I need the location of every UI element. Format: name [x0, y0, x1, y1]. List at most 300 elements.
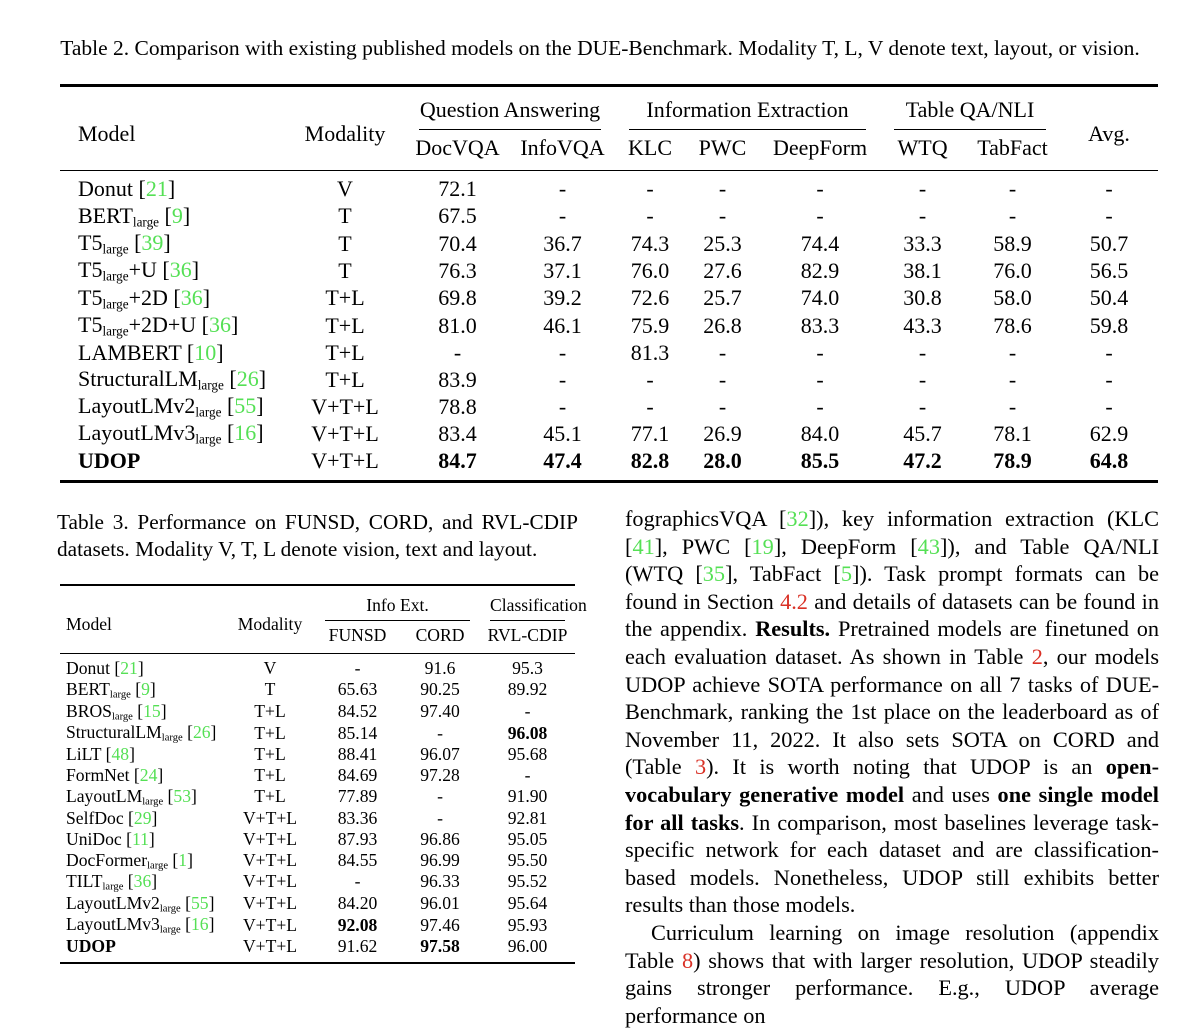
citation-ref[interactable]: 26: [192, 722, 211, 743]
col-header-funsd: FUNSD: [328, 625, 387, 645]
model-name: SelfDoc: [66, 807, 124, 828]
value-cell: 88.41: [337, 743, 378, 764]
value-cell: -: [354, 871, 361, 892]
value-cell: 95.52: [507, 871, 548, 892]
value-cell: 64.8: [1089, 448, 1129, 474]
model-cell: $TILT_{large}$ [36]: [66, 871, 158, 893]
value-cell: 89.92: [507, 679, 548, 700]
value-cell: 96.33: [420, 871, 460, 892]
citation-ref[interactable]: 21: [145, 176, 168, 202]
table-row: [60, 312, 1158, 339]
modality-cell: V+T+L: [311, 421, 379, 447]
modality-cell: T+L: [254, 722, 286, 743]
value-cell: 45.7: [903, 421, 942, 447]
table-row: [60, 871, 575, 893]
model-cell: $T5_{large}+2D$ [36]: [78, 284, 211, 311]
col-header-avg: Avg.: [1088, 120, 1130, 146]
model-name: $BROS_{large}$: [66, 700, 133, 723]
modality-cell: V+T+L: [242, 807, 298, 828]
value-cell: 78.8: [438, 393, 477, 419]
value-cell: 78.9: [993, 448, 1032, 474]
citation-ref[interactable]: 9: [141, 679, 150, 699]
value-cell: 59.8: [1089, 312, 1129, 338]
value-cell: 50.7: [1089, 230, 1129, 256]
value-cell: 76.3: [438, 257, 477, 283]
value-cell: 43.3: [903, 312, 942, 338]
model-name: $BERT_{large}$: [66, 679, 131, 701]
modality-cell: V+T+L: [242, 871, 298, 892]
model-cell: $LayoutLMv3_{large}$ [16]: [66, 914, 215, 936]
text-run: ], TabFact [: [725, 561, 841, 587]
value-cell: -: [1008, 176, 1017, 202]
citation-ref[interactable]: 5: [840, 561, 853, 587]
col-header-model: Model: [66, 613, 112, 634]
value-cell: -: [718, 339, 727, 365]
value-cell: 25.3: [703, 230, 742, 256]
model-cell: $T5_{large}+U$ [36]: [78, 257, 200, 284]
model-cell: $BERT_{large}$ [9]: [78, 202, 191, 229]
citation-ref[interactable]: 19: [751, 533, 774, 559]
value-cell: 25.7: [703, 285, 742, 311]
model-name: LiLT: [66, 743, 102, 764]
value-cell: -: [816, 366, 824, 392]
value-cell: 95.3: [512, 658, 543, 678]
value-cell: -: [437, 722, 443, 743]
modality-cell: V+T+L: [242, 936, 298, 956]
value-cell: -: [718, 203, 727, 229]
value-cell: 78.1: [993, 421, 1032, 447]
model-name: FormNet: [66, 764, 130, 785]
model-cell: StructuralLM$_{large}$ [26]: [78, 365, 267, 393]
modality-cell: V+T+L: [242, 828, 298, 849]
model-size-subscript: large: [195, 431, 222, 447]
text-run: , our models UDOP achieve SOTA performance on all 7 tasks of DUE-Benchmark, ranking the 1st place on the leaderboard as of November 11, 2022. It also sets SOTA on CORD and (Table: [625, 643, 1159, 780]
table-row: [60, 420, 1158, 447]
value-cell: 85.14: [337, 722, 378, 743]
value-cell: -: [646, 366, 654, 392]
value-cell: 95.05: [507, 828, 548, 849]
citation-ref[interactable]: 43: [917, 533, 940, 559]
value-cell: -: [1008, 339, 1017, 365]
value-cell: -: [1105, 366, 1113, 392]
modality-cell: T+L: [254, 786, 286, 807]
value-cell: 95.64: [507, 893, 548, 914]
model-cell: [60, 936, 225, 963]
col-header-pwc: PWC: [698, 135, 747, 160]
value-cell: 70.4: [438, 230, 477, 256]
citation-ref[interactable]: 15: [143, 700, 161, 721]
value-cell: -: [437, 807, 443, 828]
value-cell: -: [1008, 393, 1017, 419]
modality-cell: V+T+L: [242, 893, 298, 914]
value-cell: 92.08: [337, 914, 378, 935]
text-run: ) shows that with larger resolution, UDOP steadily gains stronger performance. E.g., UDOP average performance on: [625, 947, 1159, 1028]
table2-caption: Table 2. Comparison with existing published models on the DUE-Benchmark. Modality T, L, V denote text, layout, or vision.: [60, 36, 1140, 60]
model-cell: LAMBERT [10]: [78, 339, 224, 365]
paragraph: [625, 919, 1159, 1029]
citation-ref[interactable]: 24: [139, 764, 158, 785]
table-row: [60, 654, 575, 680]
modality-cell: V+T+L: [242, 914, 298, 935]
value-cell: 85.5: [800, 448, 840, 474]
value-cell: 96.07: [420, 743, 460, 764]
model-name: $LayoutLMv3_{large}$: [66, 914, 181, 936]
col-header-cord: CORD: [415, 625, 465, 645]
model-size-subscript: large: [161, 732, 183, 744]
model-name: Donut: [78, 176, 133, 202]
citation-ref[interactable]: 36: [169, 257, 192, 283]
model-cell: $LayoutLMv2_{large}$ [55]: [66, 892, 215, 915]
modality-cell: T+L: [254, 700, 286, 721]
table-row: [60, 257, 1158, 284]
col-header-rvl-cdip: RVL-CDIP: [487, 625, 568, 645]
modality-cell: T: [338, 230, 352, 256]
col-header-tabfact: TabFact: [977, 135, 1048, 160]
model-name: StructuralLM$_{large}$: [78, 365, 224, 393]
modality-cell: T+L: [325, 339, 365, 365]
value-cell: -: [524, 764, 531, 785]
bold-text: one single model for all tasks: [625, 781, 1159, 835]
value-cell: -: [816, 176, 824, 202]
value-cell: -: [816, 393, 824, 419]
value-cell: 56.5: [1089, 257, 1129, 283]
value-cell: -: [718, 393, 727, 419]
model-name: $LayoutLMv3_{large}$: [78, 420, 222, 447]
value-cell: 97.40: [420, 700, 460, 721]
model-name: $TILT_{large}$: [66, 871, 124, 893]
value-cell: -: [1105, 393, 1113, 419]
funsd-cord-rvlcdip-table: [60, 584, 587, 964]
value-cell: 26.8: [703, 312, 742, 338]
value-cell: 91.90: [507, 786, 548, 807]
modality-cell: V: [263, 658, 277, 678]
value-cell: 46.1: [543, 312, 582, 338]
model-name: $T5_{large}+2D$: [78, 284, 168, 311]
value-cell: 77.89: [337, 786, 378, 807]
table-row: [60, 744, 575, 765]
table-row: [60, 339, 1158, 366]
modality-cell: T: [264, 679, 276, 700]
table3-caption: Table 3. Performance on FUNSD, CORD, and RVL-CDIP datasets. Modality V, T, L denote vision, text and layout.: [57, 510, 578, 561]
bold-text: open-vocabulary generative model: [625, 754, 1159, 807]
modality-cell: T+L: [254, 743, 286, 764]
model-cell: LayoutLM$_{large}$ [53]: [66, 785, 197, 808]
value-cell: -: [524, 700, 531, 721]
col-header-docvqa: DocVQA: [415, 135, 500, 160]
citation-ref[interactable]: 36: [180, 284, 203, 310]
value-cell: 84.69: [337, 764, 378, 785]
text-run: . In comparison, most baselines leverage task-specific network for each dataset and are classification-based models. Nonetheless, UDOP still exhibits better results than those models.: [625, 809, 1159, 918]
value-cell: -: [646, 203, 654, 229]
value-cell: 83.3: [800, 312, 840, 338]
value-cell: 69.8: [438, 285, 477, 311]
value-cell: 76.0: [630, 257, 670, 283]
model-cell: $T5_{large}+2D+U$ [36]: [78, 311, 239, 339]
model-name: $T5_{large}+2D+U$: [78, 311, 197, 339]
text-run: and uses: [904, 781, 998, 807]
table-row: [60, 722, 575, 744]
table-row: [60, 808, 575, 829]
section-ref[interactable]: 2: [1031, 643, 1043, 669]
value-cell: -: [816, 203, 824, 229]
value-cell: 45.1: [543, 421, 582, 447]
col-header-modality: Modality: [237, 613, 303, 634]
value-cell: 84.20: [337, 893, 378, 914]
model-cell: $BERT_{large}$ [9]: [66, 679, 156, 701]
citation-ref[interactable]: 1: [178, 849, 188, 870]
model-cell: $BROS_{large}$ [15]: [66, 700, 167, 723]
table-row: [60, 448, 1158, 482]
value-cell: 83.36: [337, 807, 378, 828]
value-cell: -: [646, 393, 654, 419]
model-cell: Donut [21]: [66, 658, 144, 678]
value-cell: 38.1: [903, 257, 942, 283]
value-cell: -: [718, 366, 727, 392]
value-cell: 76.0: [993, 257, 1032, 283]
due-benchmark-table: [60, 84, 1158, 483]
text-run: Curriculum learning on image resolution (appendix Table: [625, 919, 1159, 973]
value-cell: -: [354, 658, 361, 678]
value-cell: 97.46: [420, 914, 460, 935]
model-name: UniDoc: [66, 828, 122, 849]
model-size-subscript: large: [195, 404, 222, 420]
value-cell: 97.28: [420, 764, 460, 785]
value-cell: 95.93: [507, 914, 548, 935]
text-run: ]). Task prompt formats can be found in Section: [625, 561, 1160, 614]
bold-text: Results.: [755, 616, 831, 642]
table-row: [60, 850, 575, 872]
text-run: ). It is worth noting that UDOP is an: [706, 754, 1106, 780]
section-ref[interactable]: 3: [694, 754, 707, 780]
model-name: DocFormer$_{large}$: [66, 849, 168, 872]
text-run: and details of datasets can be found in the appendix.: [625, 588, 1159, 642]
value-cell: -: [1105, 339, 1113, 365]
value-cell: -: [918, 393, 927, 419]
modality-cell: T+L: [325, 366, 365, 392]
model-cell: FormNet [24]: [66, 764, 164, 785]
table-row: [60, 765, 575, 786]
citation-ref[interactable]: 29: [133, 807, 152, 828]
model-cell: DocFormer$_{large}$ [1]: [66, 849, 193, 872]
value-cell: 72.1: [438, 176, 477, 202]
value-cell: 83.9: [438, 366, 477, 392]
model-size-subscript: large: [197, 377, 224, 393]
value-cell: 67.5: [438, 203, 477, 229]
value-cell: 72.6: [630, 285, 670, 311]
value-cell: 47.2: [903, 448, 942, 474]
value-cell: 74.0: [800, 285, 840, 311]
model-cell: SelfDoc [29]: [66, 807, 158, 828]
value-cell: 62.9: [1089, 421, 1129, 447]
value-cell: -: [437, 786, 443, 807]
value-cell: 91.6: [424, 658, 456, 678]
section-ref[interactable]: 8: [681, 947, 694, 973]
text-run: ]), and Table QA/NLI (WTQ [: [625, 533, 1160, 587]
citation-ref[interactable]: 41: [632, 533, 655, 559]
citation-ref[interactable]: 36: [133, 871, 152, 892]
value-cell: -: [453, 339, 462, 365]
model-size-subscript: large: [102, 323, 129, 339]
value-cell: 96.08: [507, 722, 548, 743]
citation-ref[interactable]: 32: [786, 506, 809, 531]
table-row: [60, 366, 1158, 393]
model-cell: $T5_{large}$ [39]: [78, 229, 171, 257]
value-cell: -: [1008, 203, 1017, 229]
value-cell: 50.4: [1089, 285, 1129, 311]
value-cell: -: [918, 203, 927, 229]
model-size-subscript: large: [102, 881, 124, 893]
value-cell: -: [558, 393, 567, 419]
table-row: [60, 679, 575, 701]
section-ref[interactable]: 4.2: [780, 588, 808, 614]
text-run: ], PWC [: [654, 533, 752, 559]
col-header-klc: KLC: [628, 135, 673, 160]
citation-ref[interactable]: 16: [190, 914, 209, 935]
value-cell: 27.6: [703, 257, 742, 283]
value-cell: 81.3: [630, 339, 670, 365]
citation-ref[interactable]: 55: [190, 892, 209, 913]
value-cell: -: [1105, 176, 1113, 202]
value-cell: 26.9: [703, 421, 742, 447]
value-cell: 92.81: [507, 807, 548, 828]
value-cell: 84.7: [438, 448, 477, 474]
value-cell: 87.93: [337, 828, 378, 849]
value-cell: 58.9: [993, 230, 1032, 256]
model-name: StructuralLM$_{large}$: [66, 722, 183, 744]
modality-cell: T: [338, 257, 352, 283]
model-size-subscript: large: [102, 268, 129, 284]
model-size-subscript: large: [102, 295, 129, 311]
value-cell: -: [1105, 203, 1113, 229]
model-name: UDOP: [66, 936, 116, 956]
table-row: [60, 171, 1158, 203]
value-cell: 96.99: [420, 849, 460, 870]
model-cell: LiLT [48]: [66, 743, 135, 764]
col-header-modality: Modality: [304, 120, 386, 146]
citation-ref[interactable]: 11: [131, 828, 149, 849]
table-row: [60, 701, 575, 723]
model-cell: Donut [21]: [78, 176, 176, 202]
model-size-subscript: large: [102, 241, 129, 257]
value-cell: -: [1008, 366, 1017, 392]
value-cell: 28.0: [703, 448, 742, 474]
value-cell: 84.55: [337, 849, 378, 870]
col-header-deepform: DeepForm: [772, 135, 868, 160]
value-cell: 96.86: [420, 828, 460, 849]
citation-ref[interactable]: 53: [173, 785, 191, 806]
citation-ref[interactable]: 39: [141, 229, 164, 255]
table-row: [60, 914, 575, 936]
value-cell: 95.68: [507, 743, 548, 764]
table-row: [60, 786, 575, 808]
model-cell: $LayoutLMv3_{large}$ [16]: [78, 420, 264, 447]
value-cell: -: [558, 203, 567, 229]
model-name: $BERT_{large}$: [78, 202, 160, 229]
value-cell: 74.3: [630, 230, 670, 256]
value-cell: -: [558, 366, 567, 392]
value-cell: 47.4: [543, 448, 582, 474]
modality-cell: V+T+L: [311, 393, 379, 419]
value-cell: 37.1: [543, 257, 582, 283]
model-size-subscript: large: [159, 925, 181, 936]
table-row: [60, 285, 1158, 312]
value-cell: -: [918, 366, 927, 392]
text-run: ]), key information extraction (KLC [: [625, 506, 1159, 559]
modality-cell: T+L: [254, 764, 286, 785]
value-cell: 65.63: [337, 679, 378, 700]
value-cell: 96.00: [507, 936, 548, 956]
model-size-subscript: large: [132, 213, 160, 229]
model-name: LayoutLM$_{large}$: [66, 785, 164, 808]
value-cell: 83.4: [438, 421, 477, 447]
col-header-infovqa: InfoVQA: [520, 135, 605, 160]
table-row: [60, 230, 1158, 257]
citation-ref[interactable]: 16: [234, 420, 257, 446]
citation-ref[interactable]: 35: [702, 561, 726, 587]
modality-cell: V: [337, 176, 353, 202]
model-name: $LayoutLMv2_{large}$: [66, 892, 181, 915]
table-row: [60, 829, 575, 850]
modality-cell: T+L: [325, 312, 365, 338]
value-cell: 39.2: [543, 285, 582, 311]
group-header-information-extraction: Information Extraction: [615, 86, 880, 131]
value-cell: 74.4: [800, 230, 840, 256]
value-cell: 90.25: [420, 679, 460, 700]
value-cell: 77.1: [630, 421, 670, 447]
value-cell: 97.58: [420, 936, 460, 956]
table-row: [60, 936, 575, 963]
value-cell: 82.8: [630, 448, 670, 474]
citation-ref[interactable]: 36: [209, 311, 231, 337]
model-name: Donut: [66, 658, 110, 678]
citation-ref[interactable]: 55: [234, 393, 257, 419]
citation-ref[interactable]: 26: [236, 365, 259, 391]
col-header-model: Model: [78, 120, 136, 146]
model-name: LAMBERT: [78, 339, 182, 365]
table-row: [60, 203, 1158, 230]
value-cell: 78.6: [993, 312, 1032, 338]
value-cell: 82.9: [800, 257, 840, 283]
group-header-info-ext: Info Ext.: [315, 585, 480, 621]
model-cell: StructuralLM$_{large}$ [26]: [66, 722, 217, 744]
text-run: ], DeepForm [: [773, 533, 918, 559]
modality-cell: T+L: [325, 285, 365, 311]
model-size-subscript: large: [147, 860, 168, 872]
value-cell: 58.0: [993, 285, 1032, 311]
modality-cell: V+T+L: [311, 448, 379, 474]
model-name: $T5_{large}+U$: [78, 257, 157, 284]
value-cell: 75.9: [630, 312, 670, 338]
col-header-wtq: WTQ: [897, 135, 948, 160]
model-size-subscript: large: [109, 689, 131, 701]
value-cell: -: [558, 176, 567, 202]
group-header-question-answering: Question Answering: [405, 86, 615, 131]
value-cell: 96.01: [420, 893, 460, 914]
group-header-classification: Classification: [480, 585, 575, 621]
citation-ref[interactable]: 9: [171, 202, 183, 228]
citation-ref[interactable]: 10: [194, 339, 217, 365]
model-size-subscript: large: [159, 903, 181, 915]
value-cell: 84.52: [337, 700, 378, 721]
model-cell: $LayoutLMv2_{large}$ [55]: [78, 393, 264, 420]
body-text-column: [625, 505, 1159, 1029]
value-cell: 33.3: [903, 230, 942, 256]
citation-ref[interactable]: 21: [120, 658, 138, 678]
citation-ref[interactable]: 48: [111, 743, 130, 764]
model-cell: [60, 448, 285, 482]
group-header-table-qa-nli: Table QA/NLI: [880, 86, 1060, 131]
model-name: UDOP: [78, 448, 141, 474]
